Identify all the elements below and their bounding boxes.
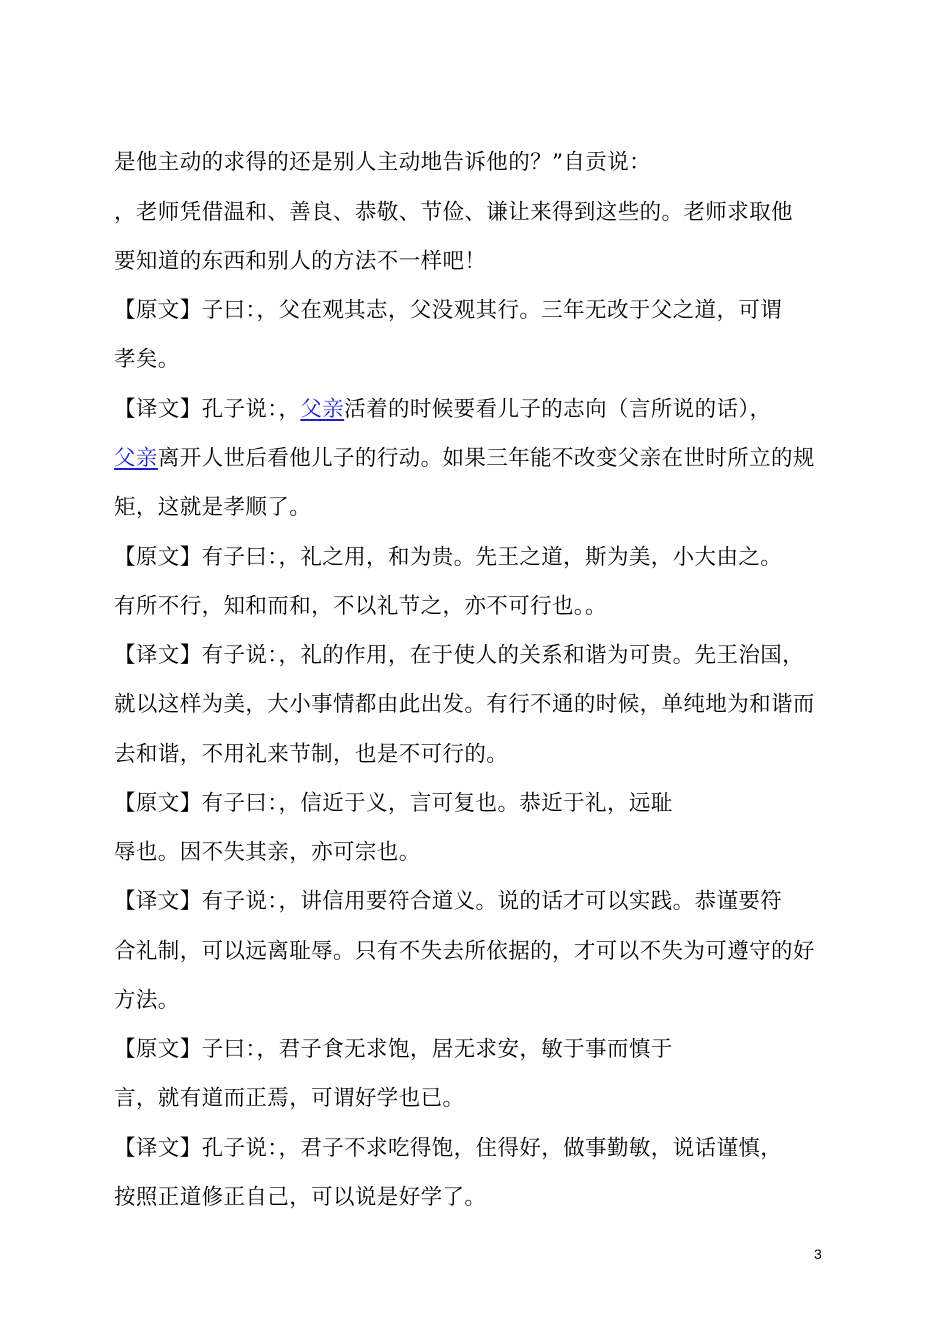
text-line: 合礼制，可以远离耻辱。只有不失去所依据的，才可以不失为可遵守的好: [114, 939, 815, 964]
text-line: 去和谐，不用礼来节制，也是不可行的。: [114, 742, 509, 767]
text-line: 【译文】有子说：，讲信用要符合道义。说的话才可以实践。恭谨要符: [114, 889, 783, 914]
text-line: 【原文】子曰：，父在观其志，父没观其行。三年无改于父之道，可谓: [114, 298, 783, 323]
text-segment: 【译文】孔子说：，: [114, 397, 301, 422]
text-line: 【译文】孔子说：，君子不求吃得饱，住得好，做事勤敏，说话谨慎，: [114, 1136, 783, 1161]
text-line: 就以这样为美，大小事情都由此出发。有行不通的时候，单纯地为和谐而: [114, 692, 815, 717]
text-line: 要知道的东西和别人的方法不一样吧！: [114, 249, 487, 274]
text-line: 矩，这就是孝顺了。: [114, 495, 312, 520]
text-line: 孝矣。: [114, 347, 180, 372]
text-line: 辱也。因不失其亲，亦可宗也。: [114, 840, 421, 865]
text-line: 有所不行，知和而和，不以礼节之，亦不可行也。。: [114, 594, 607, 619]
text-line: ，老师凭借温和、善良、恭敬、节俭、谦让来得到这些的。老师求取他: [114, 200, 793, 225]
link-father[interactable]: 父亲: [114, 446, 158, 471]
text-line: 【译文】有子说：，礼的作用，在于使人的关系和谐为可贵。先王治国，: [114, 643, 805, 668]
text-line: [114, 395, 771, 425]
text-line: 言，就有道而正焉，可谓好学也已。: [114, 1086, 465, 1111]
page-number: 3: [814, 1246, 822, 1262]
text-line: 【原文】子曰：，君子食无求饱，居无求安，敏于事而慎于: [114, 1037, 673, 1062]
text-line: 按照正道修正自己，可以说是好学了。: [114, 1185, 487, 1210]
text-line: 【原文】有子曰：，礼之用，和为贵。先王之道，斯为美，小大由之。: [114, 545, 783, 570]
text-segment: 离开人世后看他儿子的行动。如果三年能不改变父亲在世时所立的规: [157, 446, 815, 471]
text-line: 是他主动的求得的还是别人主动地告诉他的？”自贡说：: [114, 150, 651, 175]
text-segment: 活着的时候要看儿子的志向（言所说的话），: [344, 397, 772, 422]
text-line: [114, 444, 815, 474]
text-line: 【原文】有子曰：，信近于义，言可复也。恭近于礼，远耻: [114, 791, 673, 816]
link-father[interactable]: 父亲: [300, 397, 345, 422]
text-line: 方法。: [114, 988, 180, 1013]
